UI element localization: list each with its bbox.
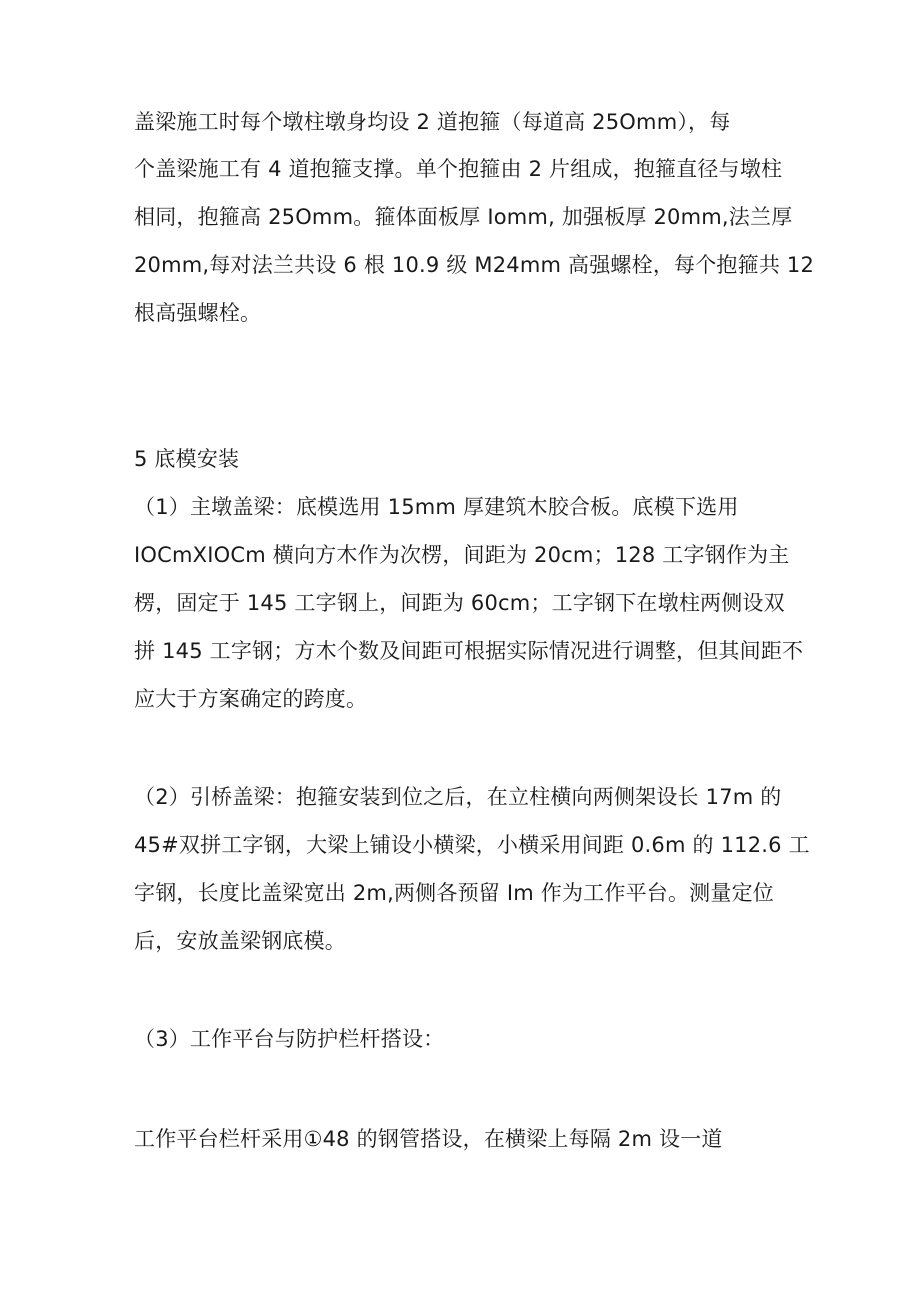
section-heading: 5 底模安装 — [134, 447, 240, 471]
item-1-line-2: IOCmXIOCm 横向方木作为次楞，间距为 20cm；128 工字钢作为主 — [134, 543, 790, 567]
item-2-line-3: 字钢，长度比盖梁宽出 2m,两侧各预留 Im 作为工作平台。测量定位 — [134, 881, 774, 905]
paragraph-last-line-1: 工作平台栏杆采用①48 的钢管搭设，在横梁上每隔 2m 设一道 — [134, 1127, 723, 1151]
paragraph-1-line-3: 相同，抱箍高 25Omm。箍体面板厚 Iomm, 加强板厚 20mm,法兰厚 — [134, 205, 793, 229]
item-1-line-5: 应大于方案确定的跨度。 — [134, 687, 368, 711]
item-2-line-4: 后，安放盖梁钢底模。 — [134, 929, 346, 953]
paragraph-1-line-2: 个盖梁施工有 4 道抱箍支撑。单个抱箍由 2 片组成，抱箍直径与墩柱 — [134, 157, 783, 181]
item-1-line-3: 楞，固定于 145 工字钢上，间距为 60cm；工字钢下在墩柱两侧设双 — [134, 591, 785, 615]
paragraph-1-line-4: 20mm,每对法兰共设 6 根 10.9 级 M24mm 高强螺栓，每个抱箍共 12 — [134, 253, 815, 277]
item-1-line-1: （1）主墩盖梁：底模选用 15mm 厚建筑木胶合板。底模下选用 — [134, 495, 739, 519]
item-1-line-4: 拼 145 工字钢；方木个数及间距可根据实际情况进行调整，但其间距不 — [134, 639, 804, 663]
paragraph-1-line-5: 根高强螺栓。 — [134, 301, 262, 325]
item-2-line-2: 45#双拼工字钢，大梁上铺设小横梁，小横采用间距 0.6m 的 112.6 工 — [134, 833, 810, 857]
paragraph-1-line-1: 盖梁施工时每个墩柱墩身均设 2 道抱箍（每道高 25Omm），每 — [134, 110, 731, 134]
item-3-heading: （3）工作平台与防护栏杆搭设： — [134, 1027, 445, 1051]
item-2-line-1: （2）引桥盖梁：抱箍安装到位之后，在立柱横向两侧架设长 17m 的 — [134, 785, 782, 809]
